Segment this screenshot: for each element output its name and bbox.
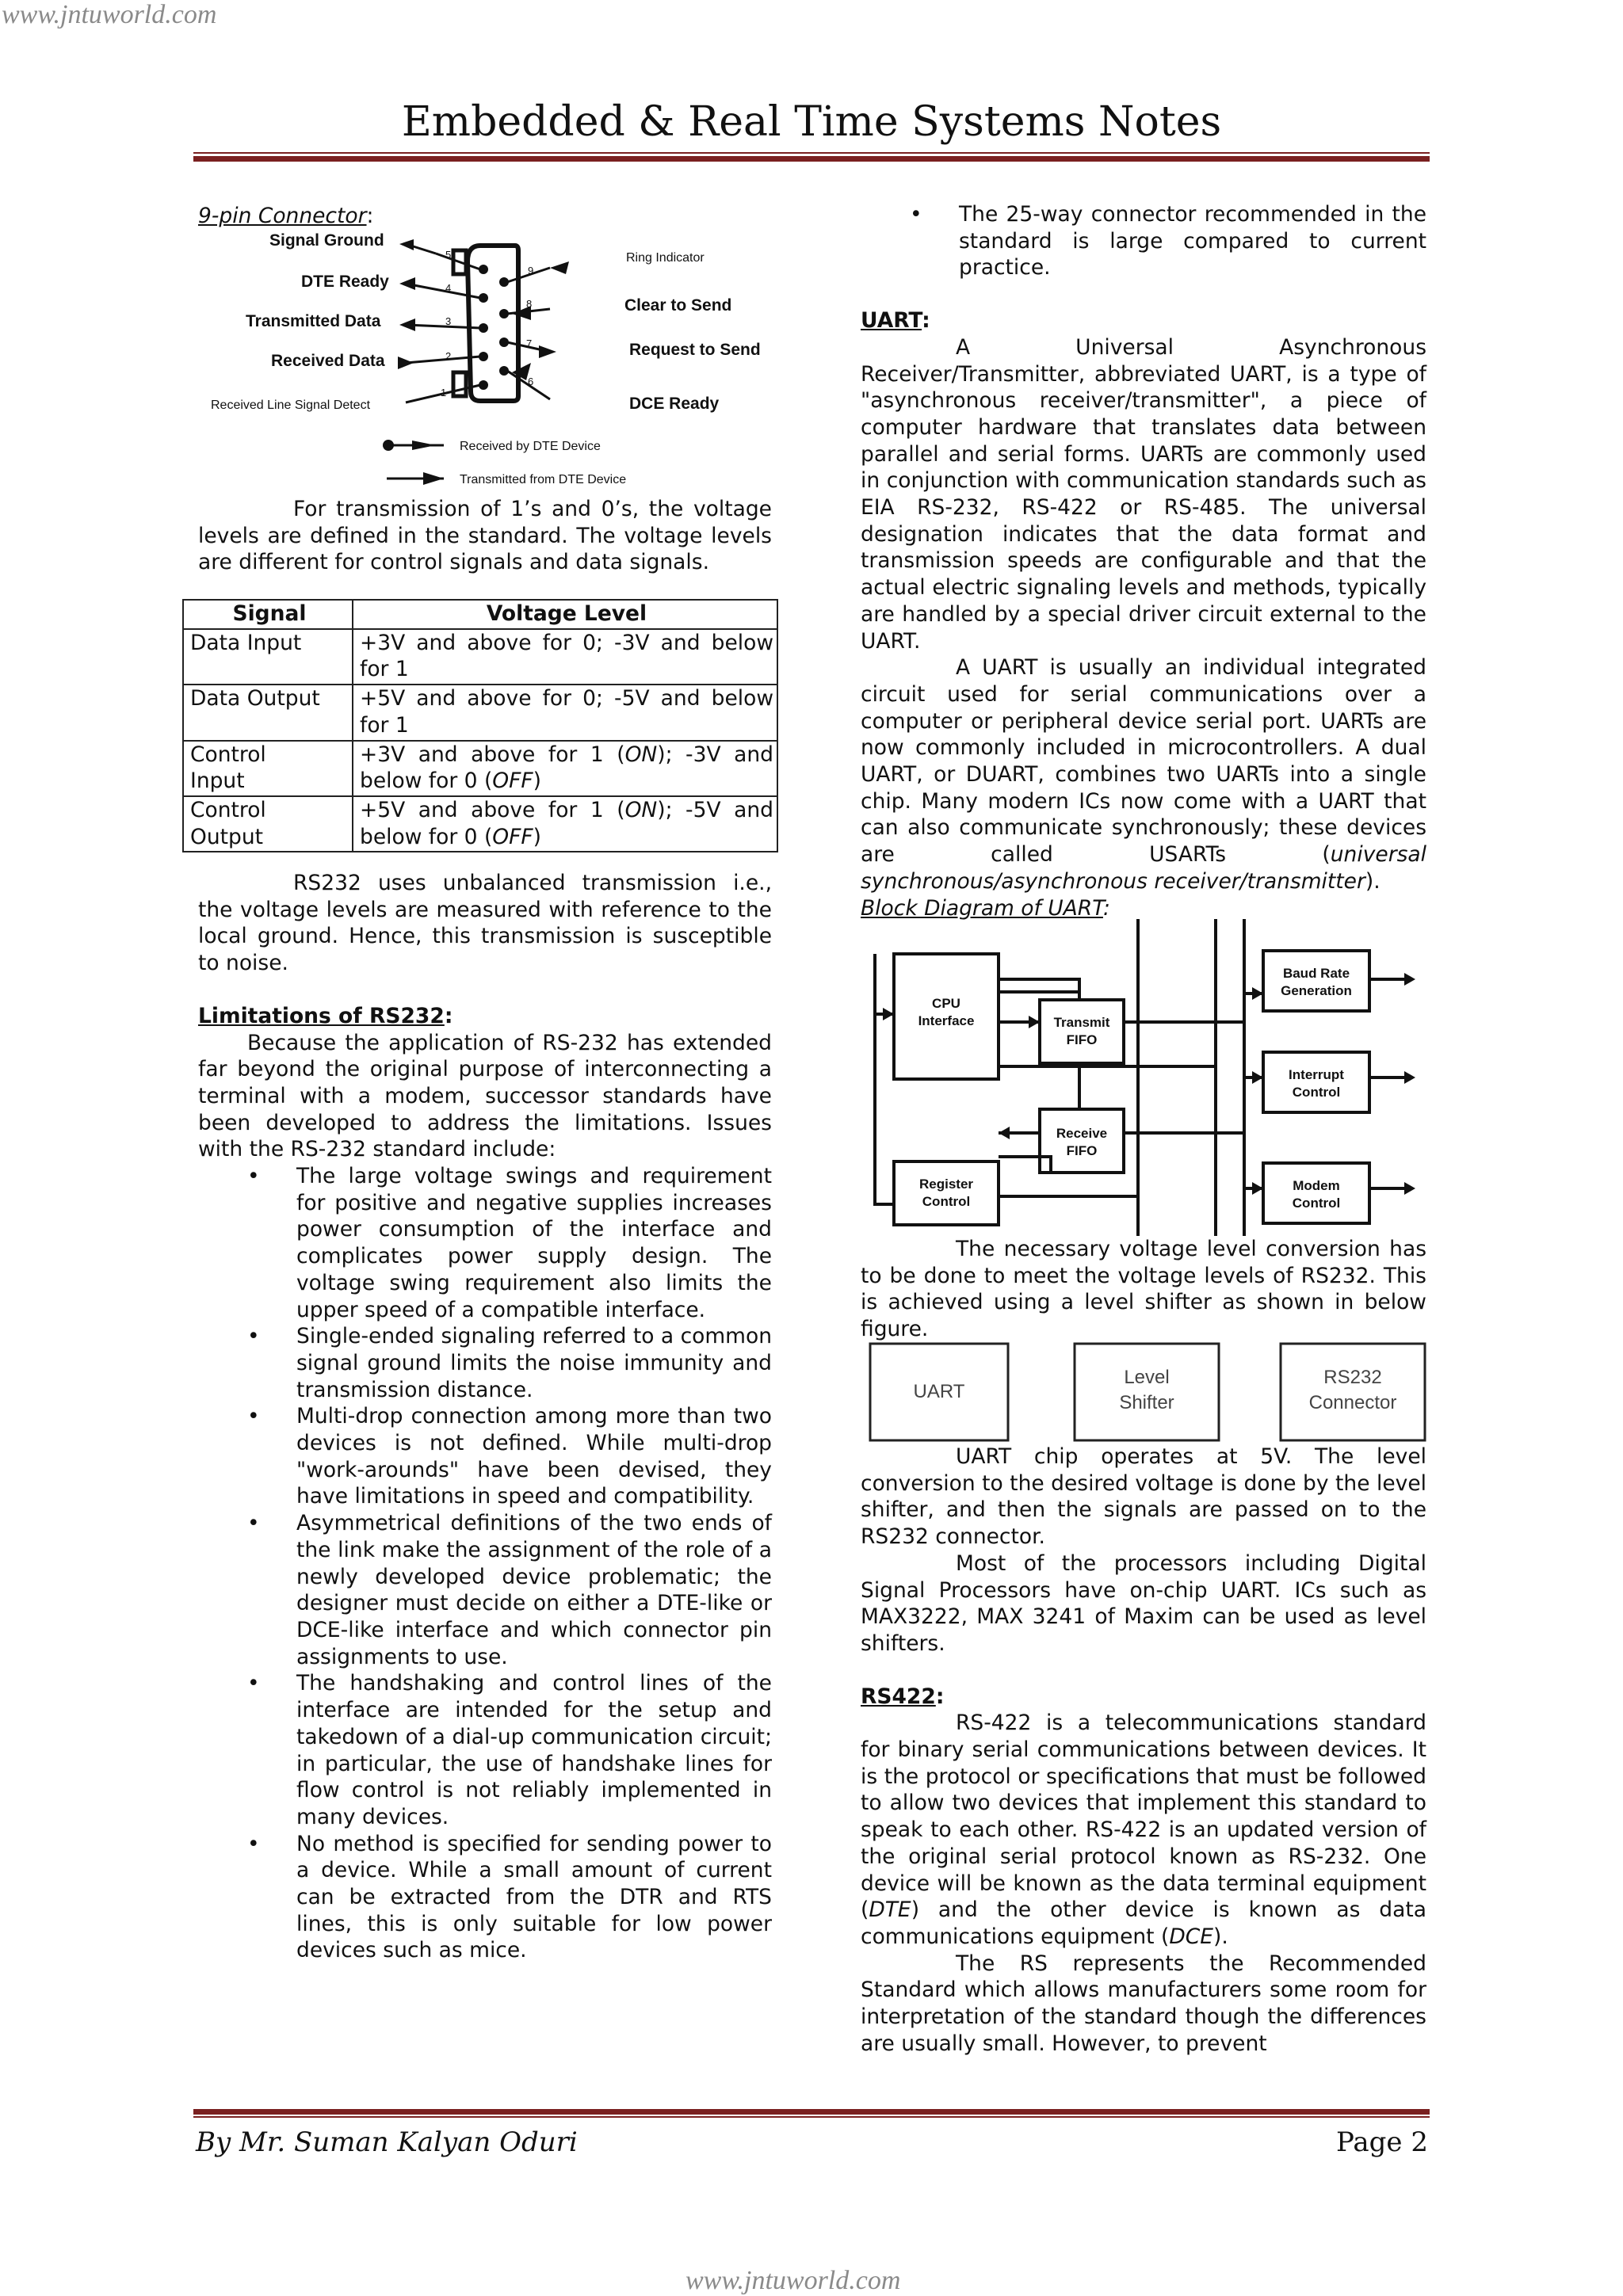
cell-signal: Data Output	[183, 685, 353, 740]
svg-text:Control: Control	[922, 1194, 971, 1209]
list-item: • The large voltage swings and requirement for positive and negative supplies increases power consumption of the interface and complicates power supply design. The voltage swing requirement also limits the upper speed of a compatible interface.	[296, 1163, 772, 1323]
svg-text:Generation: Generation	[1281, 983, 1352, 998]
list-item: • Asymmetrical definitions of the two ends of the link make the assignment of the role of a newly developed device problematic; the designer must decide on either a DTE-like or DCE-like interface and which connector pin assignments to use.	[296, 1510, 772, 1670]
para-conversion: The necessary voltage level conversion has to be done to meet the voltage levels of RS232. This is achieved using a level shifter as shown in below figure.	[861, 1237, 1426, 1342]
svg-text:9: 9	[528, 265, 534, 277]
cell-voltage: +5V and above for 0; -5V and below for 1	[353, 685, 777, 740]
svg-text:Register: Register	[918, 1177, 974, 1192]
cell-signal: Data Input	[183, 629, 353, 685]
limitations-intro: Because the application of RS-232 has extended far beyond the original purpose of interconnecting a terminal with a modem, successor standards have been developed to address the limitations. Issues with the RS-232 standard include:	[198, 1030, 772, 1162]
table-row	[183, 796, 777, 852]
svg-text:Control: Control	[1292, 1085, 1341, 1100]
voltage-table	[182, 599, 778, 852]
block-modem	[1263, 1163, 1369, 1223]
uart-colon: :	[922, 308, 930, 334]
cell-signal: Control Input	[183, 741, 353, 796]
limitations-heading: Limitations of RS232	[198, 1003, 445, 1028]
right-column	[861, 201, 1426, 921]
legend-received-by-dte: Received by DTE Device	[460, 440, 601, 453]
label-dte-ready: DTE Ready	[301, 273, 389, 291]
cell-voltage: +5V and above for 1 (ON); -5V and below for 0 (OFF)	[353, 796, 777, 852]
svg-text:CPU: CPU	[932, 996, 960, 1011]
svg-text:8: 8	[526, 298, 533, 310]
svg-text:1: 1	[441, 387, 447, 399]
table-row	[183, 741, 777, 796]
list-item: • Multi-drop connection among more than two devices is not defined. While multi-drop "work-arounds" have been devised, they have limitations in speed and compatibility.	[296, 1403, 772, 1510]
connector-heading-colon: :	[366, 204, 374, 228]
label-clear-to-send: Clear to Send	[624, 296, 732, 315]
svg-text:Receive: Receive	[1056, 1126, 1108, 1141]
svg-text:Transmit: Transmit	[1053, 1015, 1110, 1030]
header-rule-thin	[193, 152, 1430, 154]
svg-text:Modem: Modem	[1293, 1178, 1340, 1193]
cell-voltage: +3V and above for 0; -3V and below for 1	[353, 629, 777, 685]
uart-para-1: A Universal Asynchronous Receiver/Transmitter, abbreviated UART, is a type of "asynchronous receiver/transmitter", a piece of computer hardware that translates data between parallel and serial forms. UARTs are commonly used in conjunction with communication standards such as EIA RS-232, RS-422 or RS-485. The universal designation indicates that the data format and transmission speeds are configurable and that the actual electric signaling levels and methods, typically are handled by a special driver circuit external to the UART.	[861, 334, 1426, 654]
list-item: • No method is specified for sending power to a device. While a small amount of current can be extracted from the DTR and RTS lines, this is only suitable for low power devices such as mice.	[296, 1831, 772, 1965]
limitations-colon: :	[444, 1003, 453, 1028]
svg-text:Level: Level	[1124, 1367, 1170, 1388]
level-shifter-diagram	[861, 1342, 1431, 1445]
rs422-colon: :	[935, 1684, 945, 1709]
header-rule-thick	[193, 156, 1430, 162]
footer-page-number: Page 2	[1336, 2126, 1428, 2158]
block-intr	[1263, 1052, 1369, 1112]
svg-text:FIFO: FIFO	[1066, 1032, 1098, 1047]
svg-text:Shifter: Shifter	[1119, 1392, 1174, 1413]
para-voltage: For transmission of 1’s and 0’s, the voltage levels are defined in the standard. The voltage levels are different for control signals and data signals.	[198, 497, 772, 575]
svg-text:Interface: Interface	[918, 1013, 975, 1028]
left-column-lower	[198, 870, 772, 1964]
watermark-top: www.jntuworld.com	[2, 0, 217, 29]
connector-heading: 9-pin Connector	[198, 204, 367, 228]
list-item: • The 25-way connector recommended in the standard is large compared to current practice.	[959, 201, 1426, 281]
continued-list	[861, 201, 1426, 281]
page-title: Embedded & Real Time Systems Notes	[401, 98, 1222, 146]
block-tx	[1040, 1000, 1124, 1063]
table-header-voltage: Voltage Level	[353, 600, 777, 629]
block-reg	[894, 1161, 999, 1225]
watermark-bottom: www.jntuworld.com	[685, 2266, 901, 2295]
right-column-mid	[861, 1236, 1426, 1343]
svg-text:RS232: RS232	[1323, 1367, 1382, 1388]
list-item: • The handshaking and control lines of the interface are intended for the setup and takedown of a dial-up communication circuit; in particular, the use of handshake lines for flow control is not reliably implemented in many devices.	[296, 1670, 772, 1830]
block-diagram-colon: :	[1102, 895, 1110, 921]
left-column-body	[198, 496, 772, 576]
connector-diagram	[198, 230, 785, 491]
label-received-line-signal-detect: Received Line Signal Detect	[211, 399, 371, 412]
para-chip: UART chip operates at 5V. The level conversion to the desired voltage is done by the level shifter, and then the signals are passed on to the RS232 connector.	[861, 1444, 1426, 1550]
table-row	[183, 685, 777, 740]
label-ring-indicator: Ring Indicator	[626, 251, 705, 265]
footer-author: By Mr. Suman Kalyan Oduri	[196, 2126, 578, 2158]
legend-transmitted-from-dte: Transmitted from DTE Device	[460, 473, 627, 486]
label-signal-ground: Signal Ground	[269, 231, 384, 250]
table-header-signal: Signal	[183, 600, 353, 629]
svg-text:5: 5	[445, 249, 452, 261]
right-column-lower	[861, 1444, 1426, 2057]
label-request-to-send: Request to Send	[629, 341, 761, 359]
limitations-list	[198, 1163, 772, 1964]
block-baud	[1263, 951, 1369, 1011]
svg-text:Control: Control	[1292, 1196, 1341, 1211]
svg-text:FIFO: FIFO	[1066, 1143, 1098, 1158]
left-column	[198, 203, 772, 230]
cell-voltage: +3V and above for 1 (ON); -3V and below for 0 (OFF)	[353, 741, 777, 796]
para-processors: Most of the processors including Digital Signal Processors have on-chip UART. ICs such as MAX3222, MAX 3241 of Maxim can be used as level shifters.	[861, 1550, 1426, 1656]
svg-text:4: 4	[445, 282, 452, 294]
cell-signal: Control Output	[183, 796, 353, 852]
rs422-heading: RS422	[861, 1684, 936, 1709]
label-transmitted-data: Transmitted Data	[246, 312, 381, 330]
table-row	[183, 629, 777, 685]
svg-text:Interrupt: Interrupt	[1289, 1067, 1344, 1082]
rs422-para-2: The RS represents the Recommended Standard which allows manufacturers some room for interpretation of the standard though the differences are usually small. However, to prevent	[861, 1951, 1426, 2056]
connector-pins	[479, 265, 509, 390]
svg-text:UART: UART	[913, 1381, 965, 1402]
connector-shell	[468, 246, 518, 401]
footer-rule-thin	[193, 2116, 1430, 2118]
connector-flange-bottom	[453, 372, 466, 396]
uart-heading: UART	[861, 308, 922, 334]
label-dce-ready: DCE Ready	[629, 395, 720, 413]
svg-text:7: 7	[526, 338, 533, 349]
footer-rule-thick	[193, 2109, 1430, 2115]
uart-para-2: A UART is usually an individual integrated circuit used for serial communications over a computer or peripheral device serial port. UARTs are now commonly included in microcontrollers. A dual UART, or DUART, combines two UARTs into a single chip. Many modern ICs now come with a UART that can also communicate synchronously; these devices are called USARTs (universal synchronous/asynchronous receiver/transmitter).	[861, 655, 1426, 894]
para-unbalanced: RS232 uses unbalanced transmission i.e., the voltage levels are measured with reference to the local ground. Hence, this transmission is susceptible to noise.	[198, 871, 772, 976]
uart-block-diagram	[861, 919, 1431, 1236]
svg-text:2: 2	[445, 350, 452, 362]
rs422-para-1: RS-422 is a telecommunications standard for binary serial communications between devices. It is the protocol or specifications that must be followed to allow two devices that implement this standard to speak to each other. RS-422 is an updated version of the original serial protocol known as RS-232. One device will be known as the data terminal equipment (DTE) and the other device is known as data communications equipment (DCE).	[861, 1711, 1426, 1949]
svg-text:Baud Rate: Baud Rate	[1282, 966, 1350, 981]
svg-text:3: 3	[445, 315, 452, 327]
svg-text:Connector: Connector	[1308, 1392, 1397, 1413]
table-header-row	[183, 600, 777, 629]
block-diagram-heading: Block Diagram of UART	[861, 895, 1103, 921]
label-received-data: Received Data	[271, 352, 385, 370]
svg-text:6: 6	[528, 376, 534, 387]
list-item: • Single-ended signaling referred to a common signal ground limits the noise immunity and transmission distance.	[296, 1323, 772, 1403]
